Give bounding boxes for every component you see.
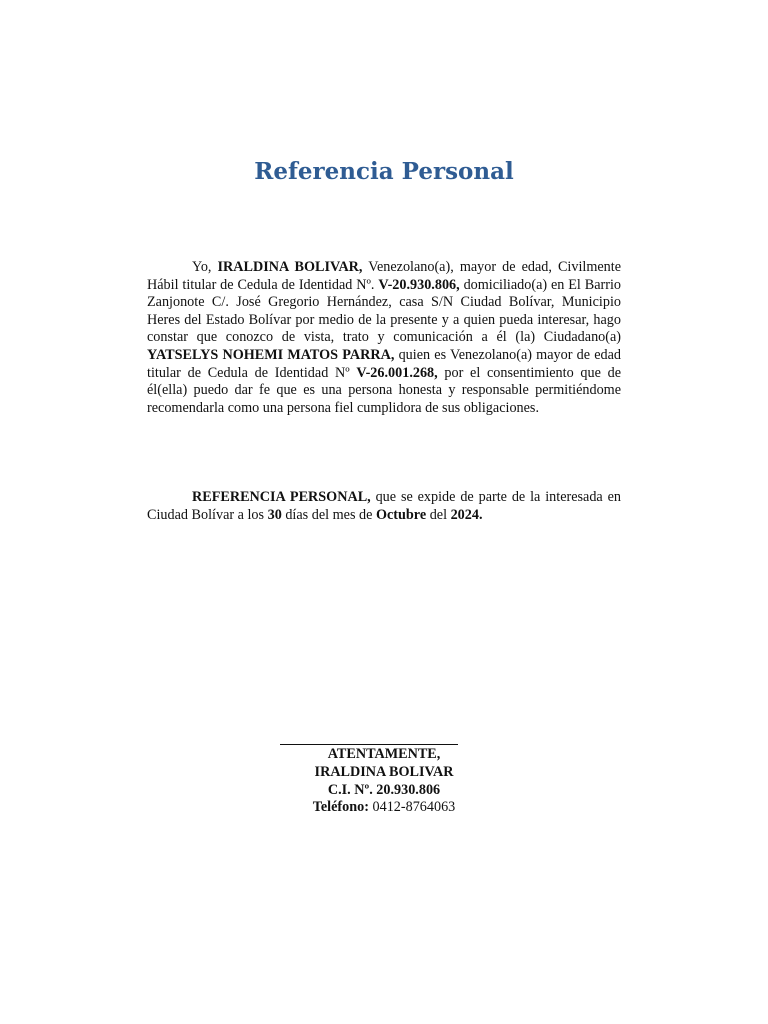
phone-label: Teléfono: [312,799,369,816]
p2-text-2: días del mes de [281,506,376,523]
p2-text-1: que se expide de parte de la interesada en Ciudad Bolívar a los [147,489,621,523]
p2-text-3: del [426,506,451,523]
p1-subject-name: YATSELYS NOHEMI MATOS PARRA, [147,346,395,363]
p1-text-3: domiciliado(a) en El Barrio Zanjonote C/. José Gregorio Hernández, casa S/N Ciudad Bolívar, Municipio Heres del Estado Bolívar por medio de la presente y a quien pueda interesar, hago constar que conozco de vista, trato y comunicación a él (la) Ciudadano(a) [147,276,622,346]
p2-heading: REFERENCIA PERSONAL, [192,489,371,505]
signature-line [280,744,458,745]
phone-value: 0412-8764063 [368,799,456,816]
signature-phone [234,799,534,817]
p2-year: 2024. [450,506,483,523]
p1-issuer-name: IRALDINA BOLIVAR, [217,259,363,275]
p2-month: Octubre [375,506,427,523]
p1-issuer-id: V-20.930.806, [378,276,460,293]
p1-text-5: por el consentimiento que de él(ella) puedo dar fe que es una persona honesta y responsable permitiéndome recomendarla como una persona fiel cumplidora de sus obligaciones. [147,364,621,416]
document-title: Referencia Personal [254,158,514,185]
signature-name: IRALDINA BOLIVAR [314,763,454,780]
signature-block [234,744,534,817]
signature-closing: ATENTAMENTE, [327,746,441,762]
signature-ci: C.I. Nº. 20.930.806 [327,781,441,798]
p1-subject-id: V-26.001.268, [356,364,438,381]
p1-text-1: Yo, [192,259,218,275]
body-paragraph-1 [147,259,621,417]
p1-text-2: Venezolano(a), mayor de edad, Civilmente Hábil titular de Cedula de Identidad Nº. [147,259,621,293]
p1-text-4: quien es Venezolano(a) mayor de edad titular de Cedula de Identidad Nº [147,346,621,381]
p2-day: 30 [267,506,282,523]
body-paragraph-2 [147,489,621,524]
